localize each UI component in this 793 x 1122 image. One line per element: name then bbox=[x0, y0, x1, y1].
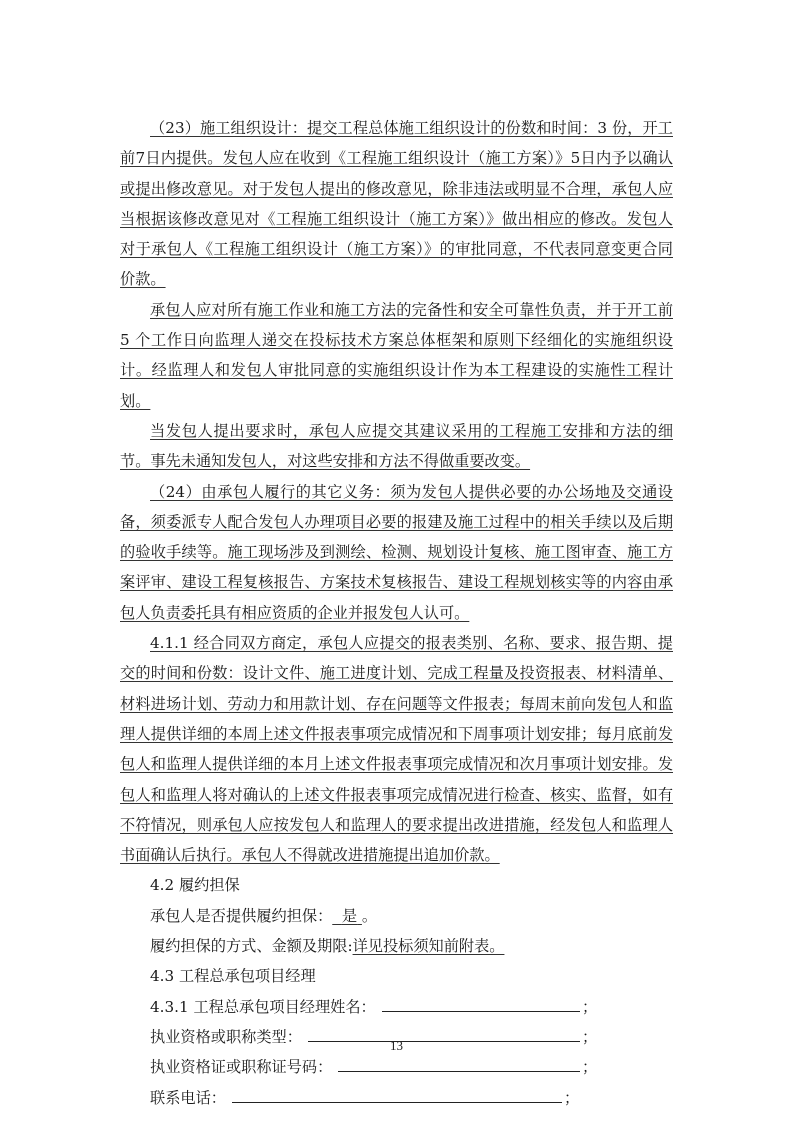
certificate-number-input[interactable] bbox=[338, 1057, 580, 1072]
manager-name-end: ； bbox=[582, 997, 598, 1016]
certificate-number-end: ； bbox=[582, 1058, 598, 1077]
manager-name-label: 4.3.1 工程总承包项目经理姓名： bbox=[150, 997, 376, 1016]
clause-4-1-1-paragraph bbox=[120, 628, 673, 870]
clause-23-text: （23）施工组织设计：提交工程总体施工组织设计的份数和时间：3 份，开工前7日内提供。发包人应在收到《工程施工组织设计（施工方案）》5日内予以确认或提出修改意见。对于发包人提出的修改意见，除非违法或明显不合理，承包人应当根据该修改意见对《工程施工组织设计（施工方案）》做出相应的修改。发包人对于承包人《工程施工组织设计（施工方案）》的审批同意，不代表同意变更合同价款。 bbox=[120, 119, 673, 289]
manager-name-input[interactable] bbox=[382, 997, 580, 1012]
clause-24-text: （24）由承包人履行的其它义务：须为发包人提供必要的办公场地及交通设备，须委派专人配合发包人办理项目必要的报建及施工过程中的相关手续以及后期的验收手续等。施工现场涉及到测绘、检测、规划设计复核、施工图审查、施工方案评审、建设工程复核报告、方案技术复核报告、建设工程规划核实等的内容由承包人负责委托具有相应资质的企业并报发包人认可。 bbox=[120, 482, 673, 622]
clause-4-1-1-text: 4.1.1 经合同双方商定，承包人应提交的报表类别、名称、要求、报告期、提交的时间和份数：设计文件、施工进度计划、完成工程量及投资报表、材料清单、材料进场计划、劳动力和用款计划、存在问题等文件报表；每周末前向发包人和监理人提供详细的本周上述文件报表事项完成情况和下周事项计划安排；每月底前发包人和监理人提供详细的本月上述文件报表事项完成情况和次月事项计划安排。发包人和监理人将对确认的上述文件报表事项完成情况进行检查、核实、监督，如有不符情况，则承包人应按发包人和监理人的要求提出改进措施，经发包人和监理人书面确认后执行。承包人不得就改进措施提出追加价款。 bbox=[120, 634, 673, 865]
qualification-type-label: 执业资格或职称类型： bbox=[150, 1027, 302, 1046]
phone-input[interactable] bbox=[232, 1088, 562, 1103]
arrangement-text: 当发包人提出要求时，承包人应提交其建议采用的工程施工安排和方法的细节。事先未通知发包人，对这些安排和方法不得做重要改变。 bbox=[120, 421, 673, 471]
certificate-number-field bbox=[150, 1052, 598, 1082]
certificate-number-label: 执业资格证或职称证号码： bbox=[150, 1058, 333, 1077]
page-number: 13 bbox=[390, 1038, 403, 1053]
responsibility-paragraph bbox=[120, 295, 673, 416]
guarantee-value: 是 bbox=[341, 906, 358, 925]
arrangement-paragraph bbox=[120, 416, 673, 477]
guarantee-end: 。 bbox=[361, 906, 378, 925]
section-4-3-heading: 4.3 工程总承包项目经理 bbox=[150, 967, 316, 986]
guarantee-label: 承包人是否提供履约担保： bbox=[150, 906, 333, 925]
guarantee-method-value: 详见投标须知前附表。 bbox=[352, 937, 505, 956]
qualification-type-end: ； bbox=[582, 1027, 598, 1046]
guarantee-line bbox=[150, 901, 673, 931]
responsibility-text: 承包人应对所有施工作业和施工方法的完备性和安全可靠性负责，并于开工前 5 个工作日向监理人递交在投标技术方案总体框架和原则下经细化的实施组织设计。经监理人和发包人审批同意的实施组织设计作为本工程建设的实施性工程计划。 bbox=[120, 300, 673, 410]
document-body bbox=[120, 113, 673, 1113]
phone-field bbox=[150, 1083, 590, 1113]
phone-end: ； bbox=[563, 1088, 580, 1107]
clause-24-paragraph bbox=[120, 477, 673, 628]
guarantee-method-label: 履约担保的方式、金额及期限: bbox=[150, 937, 353, 956]
manager-name-field bbox=[150, 992, 598, 1022]
phone-label: 联系电话： bbox=[150, 1088, 226, 1107]
clause-23-paragraph bbox=[120, 113, 673, 295]
section-4-2-heading: 4.2 履约担保 bbox=[150, 876, 240, 895]
guarantee-method-line bbox=[150, 931, 673, 961]
section-4-2 bbox=[120, 870, 673, 1112]
